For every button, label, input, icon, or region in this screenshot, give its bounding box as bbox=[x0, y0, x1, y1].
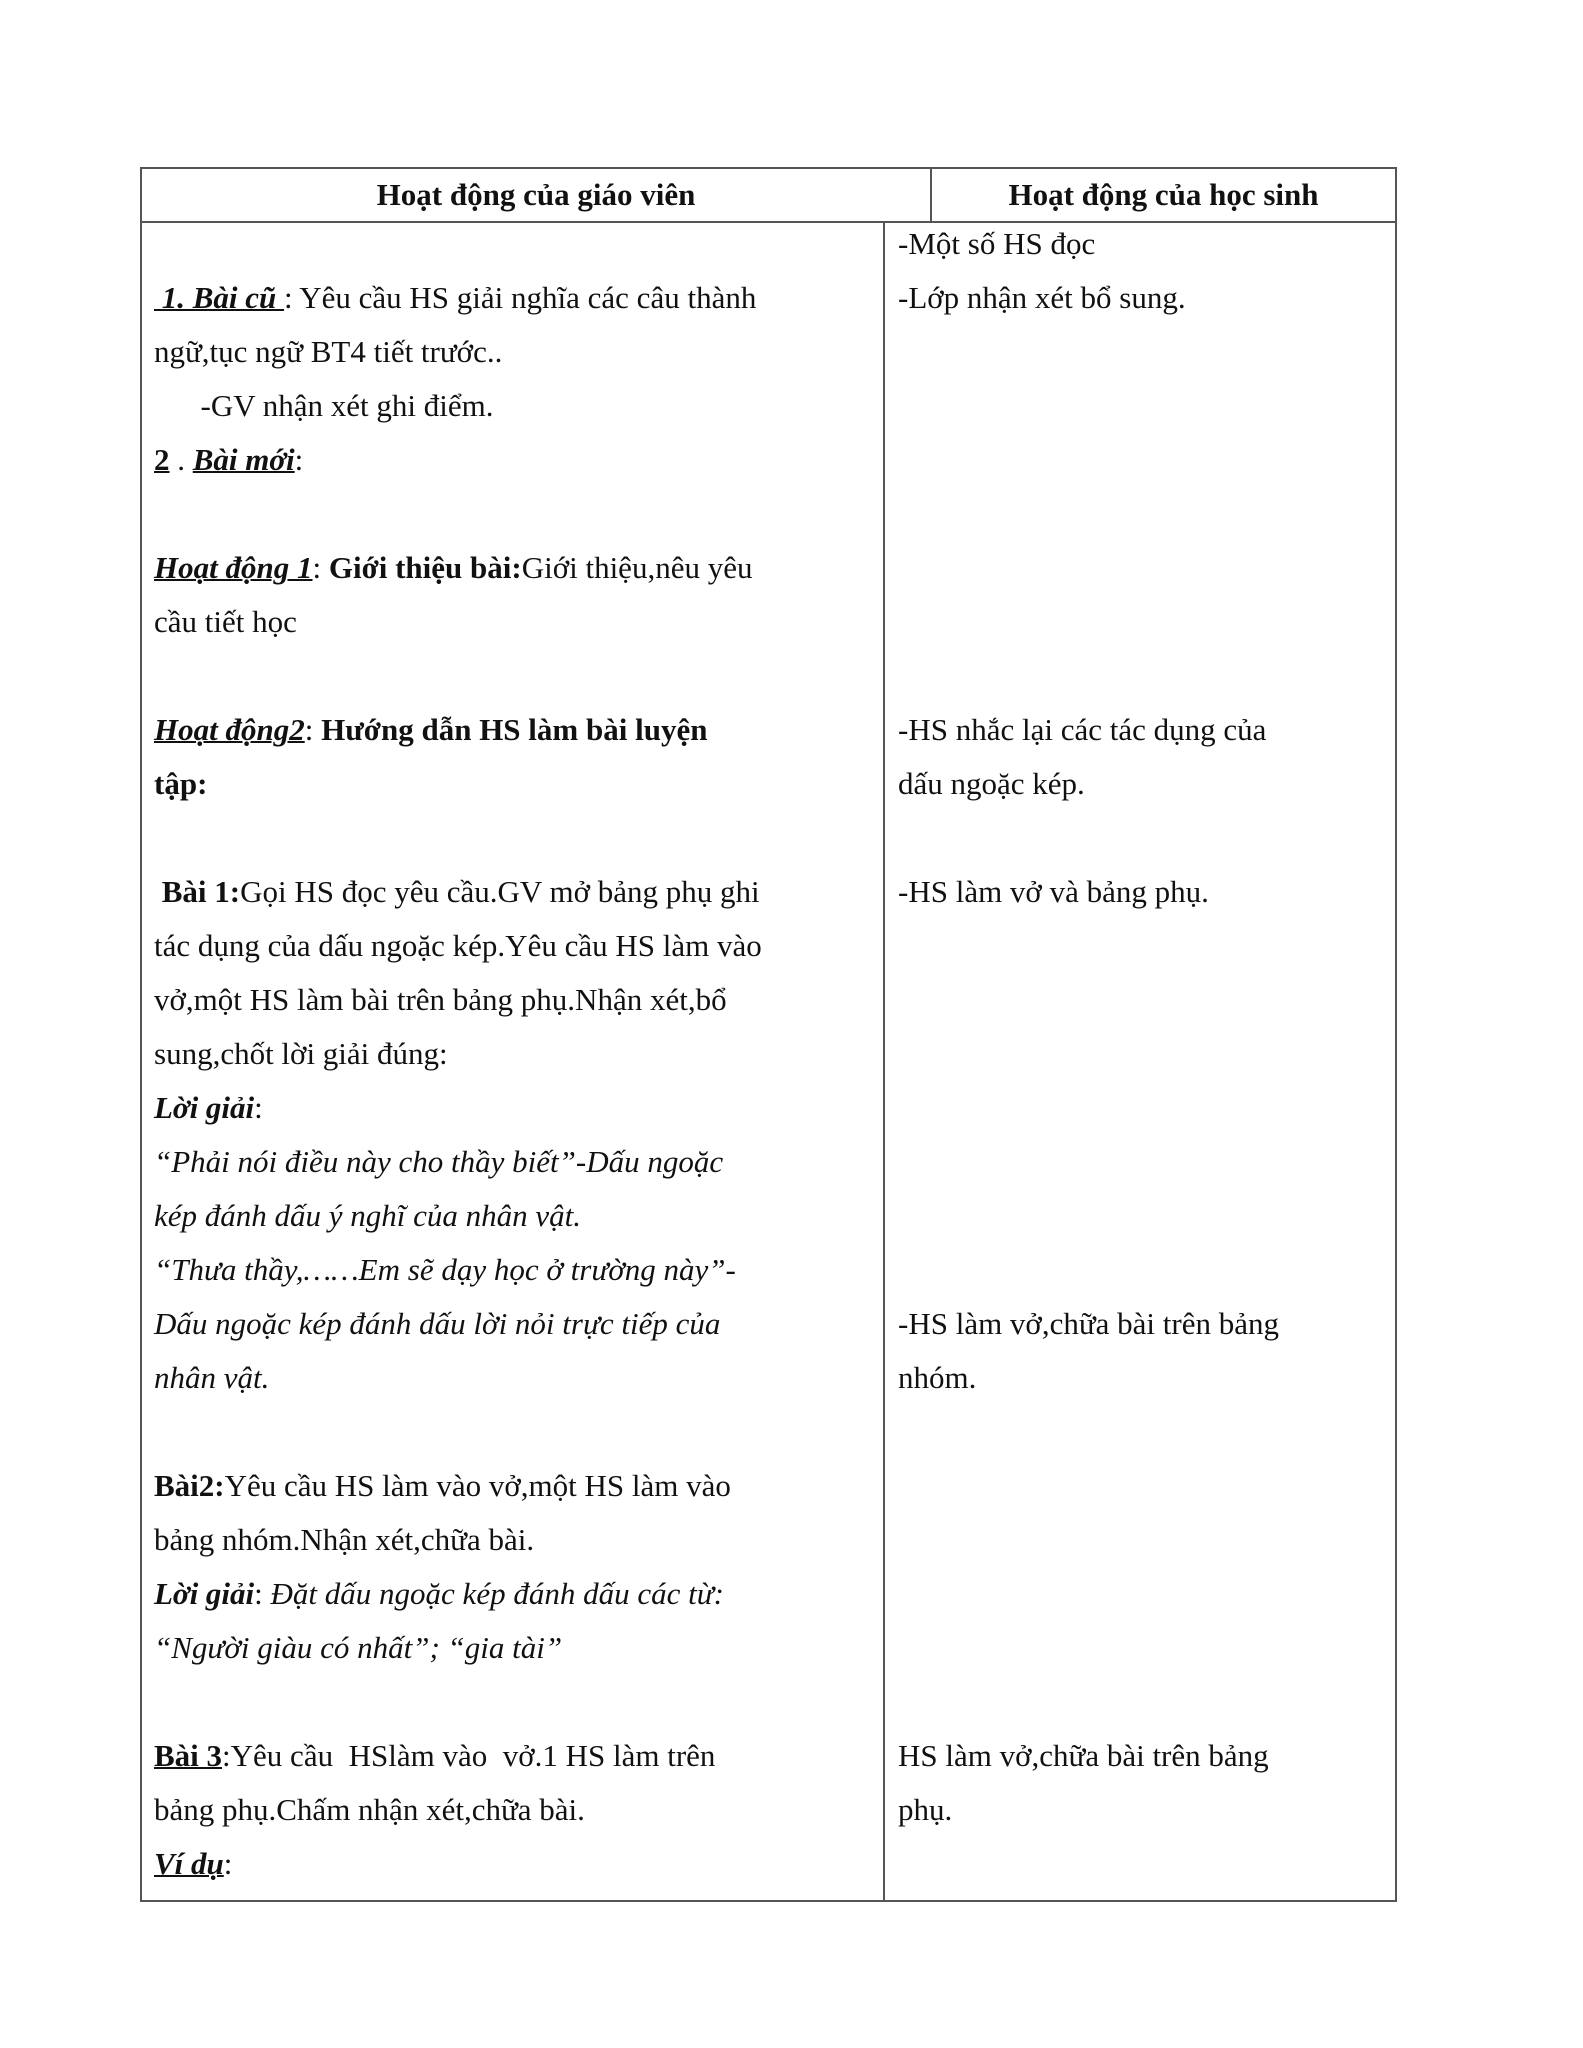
text-segment: “Thưa thầy,……Em sẽ dạy học ở trường này”- bbox=[154, 1252, 736, 1287]
text-line bbox=[154, 1081, 879, 1135]
text-segment: Giới thiệu bài: bbox=[328, 550, 522, 585]
text-line bbox=[154, 811, 879, 865]
text-line bbox=[154, 1783, 879, 1837]
text-line bbox=[898, 1459, 1388, 1513]
text-segment: : bbox=[223, 1846, 233, 1881]
text-segment: phụ. bbox=[898, 1792, 953, 1827]
text-line bbox=[154, 595, 879, 649]
text-segment: -GV nhận xét ghi điểm. bbox=[154, 388, 494, 423]
text-segment: -HS làm vở,chữa bài trên bảng bbox=[898, 1306, 1279, 1341]
table-border-right bbox=[1395, 167, 1397, 1902]
text-segment: Bài2: bbox=[154, 1468, 225, 1503]
text-segment: : bbox=[294, 442, 304, 477]
text-line bbox=[898, 1081, 1388, 1135]
text-line bbox=[154, 703, 879, 757]
text-segment: ngữ,tục ngữ BT4 tiết trước.. bbox=[154, 334, 503, 369]
text-segment: : bbox=[254, 1090, 263, 1125]
table-border-left bbox=[140, 167, 142, 1902]
text-line bbox=[154, 1405, 879, 1459]
text-line bbox=[898, 1783, 1388, 1837]
text-segment: Yêu cầu HS làm vào vở,một HS làm vào bbox=[224, 1468, 731, 1503]
text-line bbox=[154, 271, 879, 325]
text-line bbox=[898, 1513, 1388, 1567]
text-segment: Hướng dẫn HS làm bài luyện bbox=[321, 712, 708, 747]
text-line bbox=[154, 487, 879, 541]
text-line bbox=[898, 325, 1388, 379]
text-line bbox=[898, 1189, 1388, 1243]
text-segment: Bài 3 bbox=[154, 1738, 223, 1773]
text-line bbox=[898, 649, 1388, 703]
teacher-activities bbox=[154, 217, 879, 1891]
text-line bbox=[898, 1729, 1388, 1783]
text-line bbox=[898, 973, 1388, 1027]
text-segment: -HS nhắc lại các tác dụng của bbox=[898, 712, 1267, 747]
text-segment: sung,chốt lời giải đúng: bbox=[154, 1036, 448, 1071]
table-border-bottom bbox=[140, 1900, 1397, 1902]
body-column-divider bbox=[883, 222, 885, 1901]
text-line bbox=[154, 1729, 879, 1783]
text-line bbox=[154, 541, 879, 595]
text-line bbox=[154, 1243, 879, 1297]
text-line bbox=[154, 1297, 879, 1351]
text-segment: Bài mới bbox=[192, 442, 295, 477]
text-line bbox=[154, 1027, 879, 1081]
text-line bbox=[898, 1567, 1388, 1621]
text-line bbox=[898, 595, 1388, 649]
text-line bbox=[898, 703, 1388, 757]
text-line bbox=[898, 757, 1388, 811]
text-line bbox=[898, 1405, 1388, 1459]
text-line bbox=[898, 433, 1388, 487]
text-line bbox=[154, 1513, 879, 1567]
text-line bbox=[898, 487, 1388, 541]
text-line bbox=[154, 757, 879, 811]
text-segment: 1. Bài cũ bbox=[154, 280, 285, 315]
text-line bbox=[154, 1459, 879, 1513]
text-line bbox=[898, 1243, 1388, 1297]
text-line bbox=[154, 865, 879, 919]
text-segment: Bài 1: bbox=[154, 874, 241, 909]
text-line bbox=[898, 1297, 1388, 1351]
text-line bbox=[898, 865, 1388, 919]
text-line bbox=[154, 1135, 879, 1189]
student-activities bbox=[898, 217, 1388, 1837]
text-line bbox=[898, 919, 1388, 973]
text-line bbox=[898, 217, 1388, 271]
text-line bbox=[154, 1567, 879, 1621]
text-segment: dấu ngoặc kép. bbox=[898, 766, 1085, 801]
text-segment: . bbox=[169, 442, 193, 477]
text-line bbox=[154, 1189, 879, 1243]
text-segment: Lời giải bbox=[154, 1576, 255, 1611]
text-line bbox=[154, 1675, 879, 1729]
text-line bbox=[154, 973, 879, 1027]
header-teacher: Hoạt động của giáo viên bbox=[376, 177, 696, 212]
text-segment: vở,một HS làm bài trên bảng phụ.Nhận xét,bổ bbox=[154, 982, 727, 1017]
text-segment: bảng nhóm.Nhận xét,chữa bài. bbox=[154, 1522, 535, 1557]
text-segment: nhóm. bbox=[898, 1360, 977, 1395]
text-segment: -Một số HS đọc bbox=[898, 226, 1096, 261]
text-segment: “Phải nói điều này cho thầy biết”-Dấu ngoặc bbox=[154, 1144, 724, 1179]
text-segment: : bbox=[304, 712, 322, 747]
text-segment: kép đánh dấu ý nghĩ của nhân vật. bbox=[154, 1198, 582, 1233]
text-line bbox=[154, 1621, 879, 1675]
text-line bbox=[898, 379, 1388, 433]
text-segment: “Người giàu có nhất”; “gia tài” bbox=[154, 1630, 563, 1665]
text-segment: :Yêu cầu HSlàm vào vở.1 HS làm trên bbox=[222, 1738, 716, 1773]
text-segment: Dấu ngoặc kép đánh dấu lời nỏi trực tiếp của bbox=[154, 1306, 721, 1341]
text-segment: Ví dụ bbox=[154, 1846, 224, 1881]
text-segment: Giới thiệu,nêu yêu bbox=[521, 550, 753, 585]
text-line bbox=[154, 325, 879, 379]
text-line bbox=[898, 1351, 1388, 1405]
text-line bbox=[898, 1621, 1388, 1675]
text-line bbox=[154, 919, 879, 973]
text-line bbox=[898, 1675, 1388, 1729]
text-line bbox=[154, 379, 879, 433]
text-line bbox=[898, 1135, 1388, 1189]
text-segment: -HS làm vở và bảng phụ. bbox=[898, 874, 1209, 909]
text-segment: cầu tiết học bbox=[154, 604, 297, 639]
text-line bbox=[898, 541, 1388, 595]
text-segment: HS làm vở,chữa bài trên bảng bbox=[898, 1738, 1269, 1773]
text-line bbox=[898, 811, 1388, 865]
text-segment: Hoạt động 1 bbox=[154, 550, 313, 585]
text-segment: bảng phụ.Chấm nhận xét,chữa bài. bbox=[154, 1792, 585, 1827]
header-student: Hoạt động của học sinh bbox=[1008, 177, 1319, 212]
text-line bbox=[154, 1351, 879, 1405]
text-line bbox=[154, 1837, 879, 1891]
text-segment: : bbox=[312, 550, 329, 585]
text-segment: Gọi HS đọc yêu cầu.GV mở bảng phụ ghi bbox=[240, 874, 760, 909]
text-segment: Hoạt động2 bbox=[154, 712, 305, 747]
text-segment: : Yêu cầu HS giải nghĩa các câu thành bbox=[284, 280, 757, 315]
text-segment: -Lớp nhận xét bổ sung. bbox=[898, 280, 1186, 315]
text-segment: : bbox=[254, 1576, 271, 1611]
text-segment: Đặt dấu ngoặc kép đánh dấu các từ: bbox=[270, 1576, 724, 1611]
text-line bbox=[154, 217, 879, 271]
text-line bbox=[154, 649, 879, 703]
text-line bbox=[154, 433, 879, 487]
text-line bbox=[898, 271, 1388, 325]
text-segment: nhân vật. bbox=[154, 1360, 270, 1395]
text-segment: 2 bbox=[154, 442, 170, 477]
text-segment: tác dụng của dấu ngoặc kép.Yêu cầu HS làm vào bbox=[154, 928, 762, 963]
text-segment: Lời giải bbox=[154, 1090, 255, 1125]
text-line bbox=[898, 1027, 1388, 1081]
text-segment: tập: bbox=[154, 766, 208, 801]
